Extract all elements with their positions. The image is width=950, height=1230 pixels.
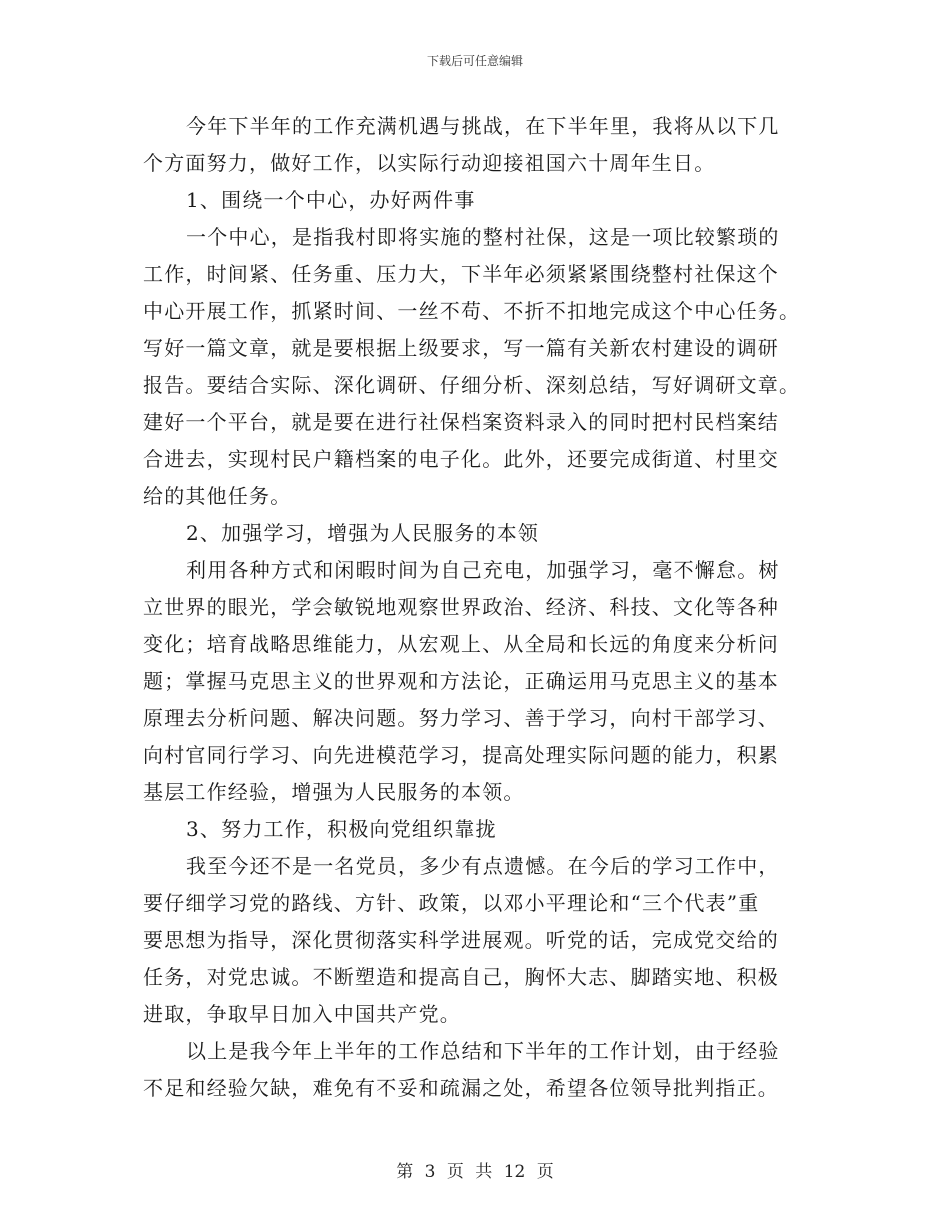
paragraph-line: 合进去，实现村民户籍档案的电子化。此外，还要完成街道、村里交	[143, 447, 779, 471]
document-body	[143, 108, 805, 1107]
paragraph-line: 报告。要结合实际、深化调研、仔细分析、深刻总结，写好调研文章。	[143, 373, 801, 397]
paragraph-line: 利用各种方式和闲暇时间为自己充电，加强学习，毫不懈怠。树	[186, 558, 780, 582]
paragraph-line: 基层工作经验，增强为人民服务的本领。	[143, 780, 525, 804]
paragraph-line: 建好一个平台，就是要在进行社保档案资料录入的同时把村民档案结	[143, 410, 779, 434]
section-heading: 2、加强学习，增强为人民服务的本领	[186, 521, 540, 545]
paragraph-line: 以上是我今年上半年的工作总结和下半年的工作计划，由于经验	[186, 1039, 780, 1063]
paragraph-line: 一个中心，是指我村即将实施的整村社保，这是一项比较繁琐的	[186, 225, 780, 249]
paragraph-line: 今年下半年的工作充满机遇与挑战，在下半年里，我将从以下几	[186, 114, 780, 138]
page-header: 下载后可任意编辑	[426, 54, 523, 68]
paragraph-line: 个方面努力，做好工作，以实际行动迎接祖国六十周年生日。	[143, 151, 716, 175]
page-number: 第 3 页 共 12 页	[396, 1162, 554, 1182]
paragraph-line: 不足和经验欠缺，难免有不妥和疏漏之处，希望各位领导批判指正。	[143, 1076, 779, 1100]
section-heading: 3、努力工作，积极向党组织靠拢	[186, 817, 497, 841]
paragraph-line: 变化；培育战略思维能力，从宏观上、从全局和长远的角度来分析问	[143, 632, 779, 656]
paragraph-line: 题；掌握马克思主义的世界观和方法论，正确运用马克思主义的基本	[143, 669, 779, 693]
paragraph-line: 写好一篇文章，就是要根据上级要求，写一篇有关新农村建设的调研	[143, 336, 779, 360]
paragraph-line: 立世界的眼光，学会敏锐地观察世界政治、经济、科技、文化等各种	[143, 595, 779, 619]
paragraph-line: 任务，对党忠诚。不断塑造和提高自己，胸怀大志、脚踏实地、积极	[143, 965, 779, 989]
paragraph-line: 原理去分析问题、解决问题。努力学习、善于学习，向村干部学习、	[143, 706, 779, 730]
paragraph-line: 中心开展工作，抓紧时间、一丝不苟、不折不扣地完成这个中心任务。	[143, 299, 801, 323]
paragraph-line: 向村官同行学习、向先进模范学习，提高处理实际问题的能力，积累	[143, 743, 779, 767]
paragraph-line: 工作，时间紧、任务重、压力大，下半年必须紧紧围绕整村社保这个	[143, 262, 779, 286]
section-heading: 1、围绕一个中心，办好两件事	[186, 188, 476, 212]
paragraph-line: 进取，争取早日加入中国共产党。	[143, 1002, 461, 1026]
paragraph-line: 我至今还不是一名党员，多少有点遗憾。在今后的学习工作中，	[186, 854, 780, 878]
paragraph-line: 要仔细学习党的路线、方针、政策，以邓小平理论和“三个代表”重	[143, 891, 760, 915]
paragraph-line: 给的其他任务。	[143, 484, 292, 508]
paragraph-line: 要思想为指导，深化贯彻落实科学进展观。听党的话，完成党交给的	[143, 928, 779, 952]
